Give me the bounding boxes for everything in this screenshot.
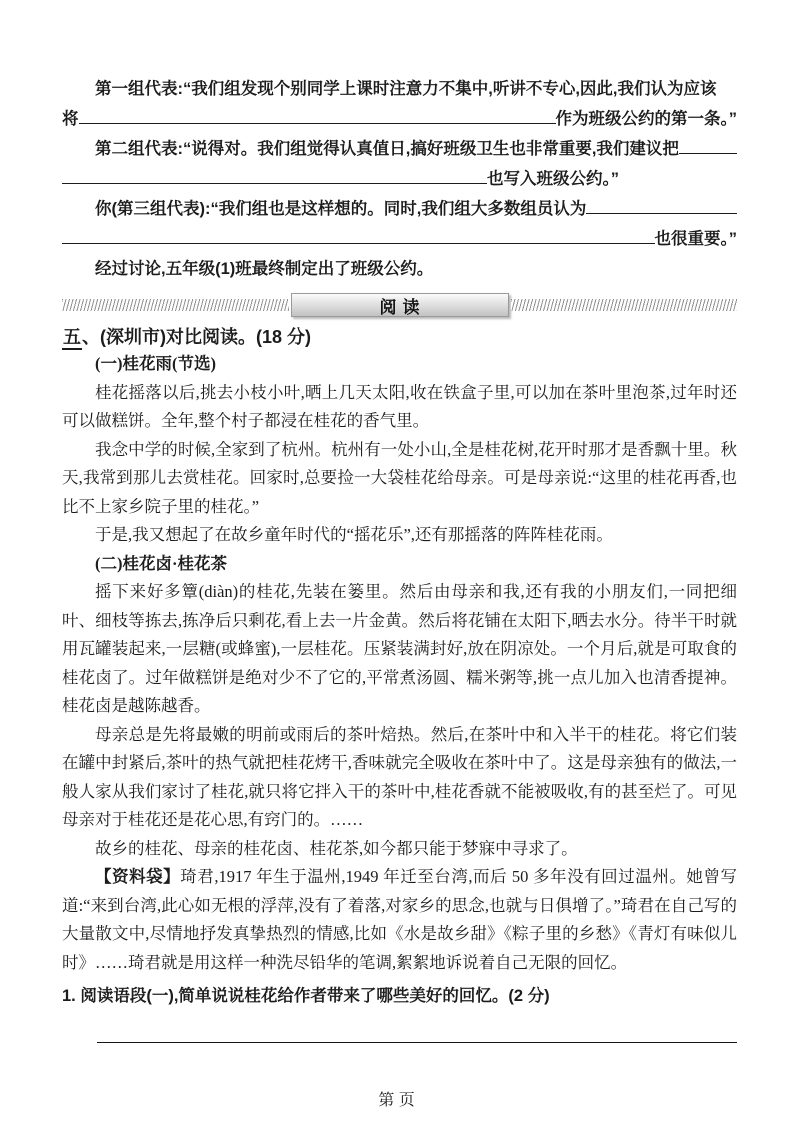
dialogue-line-6 [62,224,737,254]
section-title: 、(深圳市)对比阅读。(18 分) [82,327,311,347]
answer-blank-line [97,1041,737,1043]
dialogue-line-3 [62,134,737,164]
dialogue-line-4-suffix: 也写入班级公约。” [487,170,619,188]
fill-in-blank [62,182,487,184]
section-banner [62,292,737,318]
section-number: 五 [62,327,82,350]
passage-2 [62,550,737,864]
dialogue-line-3-text: 第二组代表:“说得对。我们组觉得认真值日,搞好班级卫生也非常重要,我们建议把 [95,140,679,158]
passage-paragraph: 摇下来好多簟(diàn)的桂花,先装在篓里。然后由母亲和我,还有我的小朋友们,一同把细叶、细枝等拣去,拣净后只剩花,看上去一片金黄。然后将花铺在太阳下,晒去水分。待半干时就用瓦罐装起来,一层糖(或蜂蜜),一层桂花。压紧装满封好,放在阴凉处。一个月后,就是可取食的桂花卤了。过年做糕饼是绝对少不了它的,平常煮汤圆、糯米粥等,挑一点儿加入也清香提神。桂花卤是越陈越香。 [62,582,737,715]
page-footer: 第 页 [378,1092,415,1109]
dialogue-line-2-prefix: 将 [62,110,79,128]
passage-paragraph: 于是,我又想起了在故乡童年时代的“摇花乐”,还有那摇落的阵阵桂花雨。 [95,525,613,544]
fill-in-blank [679,152,737,154]
banner-hatch-left [62,299,289,311]
dialogue-line-2 [62,104,737,134]
info-bag-label: 【资料袋】 [95,868,181,886]
passage-1 [62,350,737,550]
section-heading [62,324,737,350]
passage-paragraph: 故乡的桂花、母亲的桂花卤、桂花茶,如今都只能于梦寐中寻求了。 [95,838,578,858]
passage-paragraph: 母亲总是先将最嫩的明前或雨后的茶叶焙热。然后,在茶叶中和入半干的桂花。将它们装在罐中封紧后,茶叶的热气就把桂花烤干,香味就完全吸收在茶叶中了。这是母亲独有的做法,一般人家从我们家讨了桂花,就只将它拌入干的茶叶中,桂花香就不能被吸收,有的甚至烂了。可见母亲对于桂花还是花心思,有窍门的。…… [62,724,737,829]
passage2-title: (二)桂花卤·桂花茶 [95,553,227,573]
fill-in-blank [79,122,556,124]
dialogue-line-6-suffix: 也很重要。” [654,230,737,248]
dialogue-line-7: 经过讨论,五年级(1)班最终制定出了班级公约。 [95,260,434,278]
passage-paragraph: 桂花摇落以后,挑去小枝小叶,晒上几天太阳,收在铁盒子里,可以加在茶叶里泡茶,过年时还可以做糕饼。全年,整个村子都浸在桂花的香气里。 [62,382,737,430]
question-1: 1. 阅读语段(一),简单说说桂花给作者带来了哪些美好的回忆。(2 分) [62,987,550,1005]
passage-paragraph: 我念中学的时候,全家到了杭州。杭州有一处小山,全是桂花树,花开时那才是香飘十里。秋天,我常到那儿去赏桂花。回家时,总要捡一大袋桂花给母亲。可是母亲说:“这里的桂花再香,也比不上家乡院子里的桂花。” [62,439,737,516]
fill-in-blank [62,242,655,244]
passage1-title: (一)桂花雨(节选) [95,354,216,373]
dialogue-line-2-suffix: 作为班级公约的第一条。” [555,110,737,128]
dialogue-line-5-text: 你(第三组代表):“我们组也是这样想的。同时,我们组大多数组员认为 [95,200,587,218]
banner-title: 阅读 [291,293,509,317]
dialogue-line-4 [62,164,737,194]
dialogue-line-1: 第一组代表:“我们组发现个别同学上课时注意力不集中,听讲不专心,因此,我们认为应该 [95,80,717,98]
fill-in-blank [586,212,737,214]
dialogue-line-5 [62,194,737,224]
info-bag-paragraph [62,863,737,977]
info-bag-text: 琦君,1917 年生于温州,1949 年迁至台湾,而后 50 多年没有回过温州。她曾写道:“来到台湾,此心如无根的浮萍,没有了着落,对家乡的思念,也就与日俱增了。”琦君在自己写的大量散文中,尽情地抒发真挚热烈的情感,比如《水是故乡甜》《粽子里的乡愁》《青灯有味似儿时》……琦君就是用这样一种洗尽铅华的笔调,絮絮地诉说着自己无限的回忆。 [62,867,738,972]
info-bag [62,863,737,977]
banner-hatch-right [511,299,738,311]
dialogue-section [62,74,737,284]
